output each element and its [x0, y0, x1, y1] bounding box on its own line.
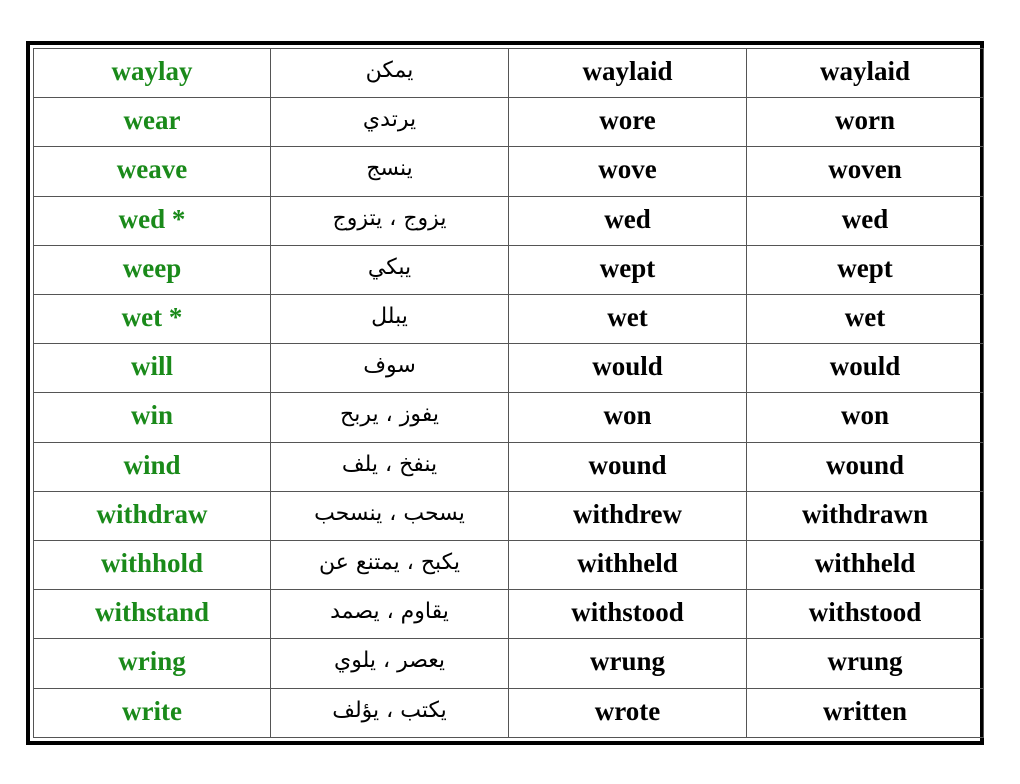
past-participle-cell: wound	[747, 442, 984, 491]
past-tense-cell: withstood	[509, 590, 747, 639]
past-participle-cell: withheld	[747, 541, 984, 590]
table-row	[34, 245, 984, 294]
arabic-meaning-cell: يسحب ، ينسحب	[271, 491, 509, 540]
base-verb-cell: wear	[34, 98, 271, 147]
arabic-meaning-cell: سوف	[271, 344, 509, 393]
past-tense-cell: waylaid	[509, 49, 747, 98]
past-participle-cell: would	[747, 344, 984, 393]
past-tense-cell: wove	[509, 147, 747, 196]
past-participle-cell: wept	[747, 245, 984, 294]
irregular-verbs-table	[33, 48, 984, 738]
arabic-meaning-cell: يقاوم ، يصمد	[271, 590, 509, 639]
past-participle-cell: wet	[747, 295, 984, 344]
table-row	[34, 639, 984, 688]
past-participle-cell: woven	[747, 147, 984, 196]
past-tense-cell: won	[509, 393, 747, 442]
table-row	[34, 49, 984, 98]
past-tense-cell: wrung	[509, 639, 747, 688]
past-tense-cell: wound	[509, 442, 747, 491]
past-participle-cell: withdrawn	[747, 491, 984, 540]
table-row	[34, 196, 984, 245]
base-verb-cell: withstand	[34, 590, 271, 639]
arabic-meaning-cell: يفوز ، يربح	[271, 393, 509, 442]
past-participle-cell: wed	[747, 196, 984, 245]
past-tense-cell: wed	[509, 196, 747, 245]
past-participle-cell: written	[747, 688, 984, 737]
arabic-meaning-cell: يكبح ، يمتنع عن	[271, 541, 509, 590]
base-verb-cell: will	[34, 344, 271, 393]
table-row	[34, 442, 984, 491]
base-verb-cell: wed *	[34, 196, 271, 245]
base-verb-cell: withhold	[34, 541, 271, 590]
base-verb-cell: wring	[34, 639, 271, 688]
past-participle-cell: wrung	[747, 639, 984, 688]
verb-table-frame	[26, 41, 984, 745]
past-participle-cell: worn	[747, 98, 984, 147]
base-verb-cell: write	[34, 688, 271, 737]
table-row	[34, 98, 984, 147]
arabic-meaning-cell: يبكي	[271, 245, 509, 294]
past-tense-cell: wept	[509, 245, 747, 294]
arabic-meaning-cell: يكتب ، يؤلف	[271, 688, 509, 737]
table-row	[34, 393, 984, 442]
table-row	[34, 344, 984, 393]
arabic-meaning-cell: يبلل	[271, 295, 509, 344]
base-verb-cell: win	[34, 393, 271, 442]
table-row	[34, 541, 984, 590]
past-tense-cell: withdrew	[509, 491, 747, 540]
base-verb-cell: weave	[34, 147, 271, 196]
past-tense-cell: withheld	[509, 541, 747, 590]
past-participle-cell: waylaid	[747, 49, 984, 98]
arabic-meaning-cell: يعصر ، يلوي	[271, 639, 509, 688]
past-tense-cell: would	[509, 344, 747, 393]
past-tense-cell: wore	[509, 98, 747, 147]
base-verb-cell: weep	[34, 245, 271, 294]
past-tense-cell: wrote	[509, 688, 747, 737]
base-verb-cell: wet *	[34, 295, 271, 344]
table-row	[34, 688, 984, 737]
past-participle-cell: won	[747, 393, 984, 442]
table-row	[34, 491, 984, 540]
base-verb-cell: wind	[34, 442, 271, 491]
arabic-meaning-cell: ينسج	[271, 147, 509, 196]
arabic-meaning-cell: يرتدي	[271, 98, 509, 147]
arabic-meaning-cell: يزوج ، يتزوج	[271, 196, 509, 245]
past-participle-cell: withstood	[747, 590, 984, 639]
table-row	[34, 295, 984, 344]
table-row	[34, 147, 984, 196]
table-row	[34, 590, 984, 639]
arabic-meaning-cell: يمكن	[271, 49, 509, 98]
base-verb-cell: withdraw	[34, 491, 271, 540]
base-verb-cell: waylay	[34, 49, 271, 98]
arabic-meaning-cell: ينفخ ، يلف	[271, 442, 509, 491]
past-tense-cell: wet	[509, 295, 747, 344]
